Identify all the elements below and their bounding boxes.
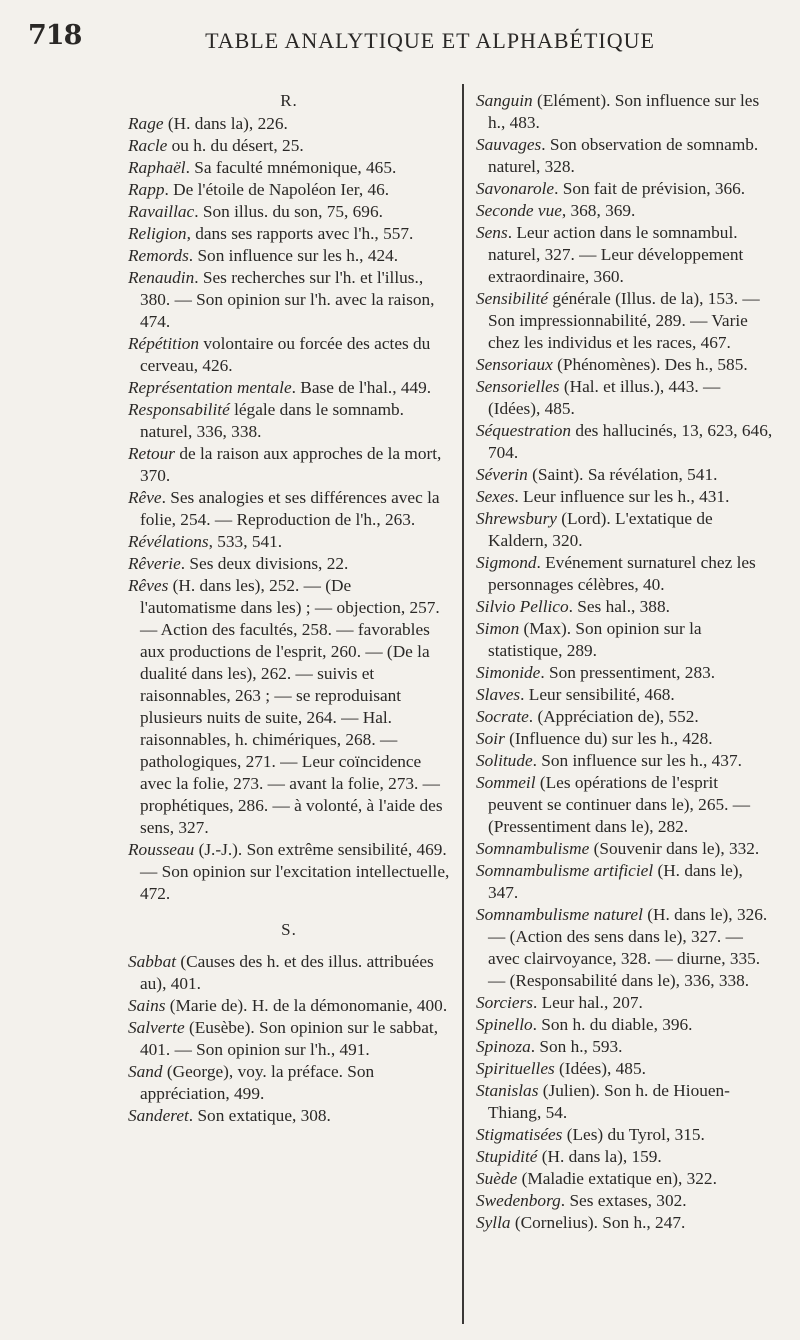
entry-term: Sensoriaux	[476, 355, 553, 374]
entry-text: . Ses hal., 388.	[568, 597, 670, 616]
index-entry	[476, 904, 776, 992]
index-entry	[476, 1014, 776, 1036]
index-entry	[476, 1036, 776, 1058]
index-entry	[128, 245, 450, 267]
index-entry	[476, 134, 776, 178]
entry-text: (Lord). L'extatique de Kaldern, 320.	[488, 509, 713, 550]
index-entry	[128, 157, 450, 179]
entry-text: ou h. du désert, 25.	[167, 136, 304, 155]
entry-term: Ravaillac	[128, 202, 195, 221]
index-entry	[128, 113, 450, 135]
entry-text: (Souvenir dans le), 332.	[589, 839, 760, 858]
entry-term: Suède	[476, 1169, 518, 1188]
entry-term: Raphaël	[128, 158, 186, 177]
entry-text: . Evénement surnaturel chez les personnages célèbres, 40.	[488, 553, 756, 594]
index-entry	[128, 135, 450, 157]
entry-text: . Son illus. du son, 75, 696.	[194, 202, 383, 221]
entry-term: Spinello	[476, 1015, 533, 1034]
entry-term: Renaudin	[128, 268, 195, 287]
entry-text: . Ses analogies et ses différences avec la folie, 254. — Reproduction de l'h., 263.	[140, 488, 440, 529]
entry-text: . Son h. du diable, 396.	[532, 1015, 693, 1034]
index-entry	[476, 1146, 776, 1168]
entry-term: Shrewsbury	[476, 509, 557, 528]
entry-term: Seconde vue	[476, 201, 562, 220]
entry-text: (H. dans la), 159.	[537, 1147, 662, 1166]
entry-term: Sensorielles	[476, 377, 560, 396]
entry-text: (Les) du Tyrol, 315.	[562, 1125, 705, 1144]
entry-term: Retour	[128, 444, 176, 463]
entry-text: . Son h., 593.	[530, 1037, 623, 1056]
entry-term: Rapp	[128, 180, 165, 199]
entries-r	[128, 113, 450, 905]
entry-term: Sensibilité	[476, 289, 548, 308]
index-entry	[476, 1212, 776, 1234]
entry-term: Sanderet	[128, 1106, 189, 1125]
index-entry	[476, 508, 776, 552]
entry-text: . Ses recherches sur l'h. et l'illus., 380. — Son opinion sur l'h. avec la raison, 474.	[140, 268, 435, 331]
entry-term: Remords	[128, 246, 189, 265]
index-entry	[476, 464, 776, 486]
entry-term: Sorciers	[476, 993, 533, 1012]
entry-text: . Ses extases, 302.	[560, 1191, 687, 1210]
entry-term: Rêves	[128, 576, 169, 595]
entry-term: Solitude	[476, 751, 533, 770]
entry-text: (Saint). Sa révélation, 541.	[527, 465, 718, 484]
index-entry	[476, 1080, 776, 1124]
index-entry	[128, 575, 450, 839]
entry-term: Représentation mentale	[128, 378, 292, 397]
entry-term: Simonide	[476, 663, 541, 682]
letter-heading-r: R.	[280, 91, 298, 110]
entry-text: (George), voy. la préface. Son appréciation, 499.	[140, 1062, 375, 1103]
entry-text: (H. dans les), 252. — (De l'automatisme dans les) ; — objection, 257. — Action des facultés, 258. — favorables aux productions de l'esprit, 260. — (De la dualité dans les), 262. — suivis et raisonnables, 263 ; — se reproduisant plusieurs nuits de suite, 264. — Hal. raisonnables, h. chimériques, 268. — pathologiques, 271. — Leur coïncidence avec la folie, 273. — avant la folie, 273. — prophétiques, 286. — à volonté, à l'aide des sens, 327.	[140, 576, 443, 837]
running-head: TABLE ANALYTIQUE ET ALPHABÉTIQUE	[205, 28, 655, 53]
index-entry	[128, 201, 450, 223]
entry-term: Simon	[476, 619, 520, 638]
index-entry	[476, 1168, 776, 1190]
index-entry	[476, 684, 776, 706]
index-entry	[476, 376, 776, 420]
entry-text: légale dans le somnamb. naturel, 336, 338.	[140, 400, 404, 441]
entry-term: Slaves	[476, 685, 521, 704]
entry-term: Swedenborg	[476, 1191, 561, 1210]
entry-term: Savonarole	[476, 179, 555, 198]
index-entry	[128, 223, 450, 245]
entry-text: (Influence du) sur les h., 428.	[504, 729, 713, 748]
entry-term: Sylla	[476, 1213, 511, 1232]
right-column	[476, 90, 776, 1234]
index-entry	[476, 860, 776, 904]
entry-text: , 533, 541.	[208, 532, 283, 551]
entry-text: générale (Illus. de la), 153. — Son impressionnabilité, 289. — Varie chez les individus et les races, 467.	[488, 289, 760, 352]
entry-term: Sanguin	[476, 91, 533, 110]
entry-text: . (Appréciation de), 552.	[528, 707, 699, 726]
entry-term: Spinoza	[476, 1037, 531, 1056]
index-entry	[476, 354, 776, 376]
entry-term: Sommeil	[476, 773, 536, 792]
entry-term: Spirituelles	[476, 1059, 555, 1078]
index-entry	[128, 995, 450, 1017]
entry-term: Sauvages	[476, 135, 542, 154]
index-entry	[128, 333, 450, 377]
entry-term: Somnambulisme naturel	[476, 905, 643, 924]
entry-text: (Max). Son opinion sur la statistique, 289.	[488, 619, 702, 660]
entry-term: Sigmond	[476, 553, 537, 572]
page-number: 718	[28, 20, 82, 51]
entry-text: (H. dans le), 326. — (Action des sens dans le), 327. — avec clairvoyance, 328. — diurne, 335. — (Responsabilité dans le), 336, 338.	[488, 905, 768, 990]
entry-text: . Base de l'hal., 449.	[291, 378, 432, 397]
entry-text: (Phénomènes). Des h., 585.	[552, 355, 748, 374]
entry-term: Sens	[476, 223, 508, 242]
entry-term: Séverin	[476, 465, 528, 484]
index-entry	[128, 1061, 450, 1105]
entry-text: (Elément). Son influence sur les h., 483.	[488, 91, 760, 132]
entry-text: (Maladie extatique en), 322.	[517, 1169, 717, 1188]
index-entry	[476, 420, 776, 464]
entry-text: . Leur hal., 207.	[532, 993, 643, 1012]
entry-term: Sand	[128, 1062, 163, 1081]
index-entry	[476, 486, 776, 508]
index-entry	[128, 399, 450, 443]
entry-text: , 368, 369.	[561, 201, 636, 220]
index-entry	[476, 750, 776, 772]
entry-term: Rage	[128, 114, 164, 133]
entry-term: Soir	[476, 729, 505, 748]
entry-text: (Idées), 485.	[554, 1059, 646, 1078]
index-entry	[128, 443, 450, 487]
entry-text: . Son influence sur les h., 437.	[532, 751, 742, 770]
entry-text: . Sa faculté mnémonique, 465.	[185, 158, 397, 177]
entry-text: . Leur influence sur les h., 431.	[514, 487, 730, 506]
left-column	[128, 90, 450, 1127]
entry-term: Stupidité	[476, 1147, 538, 1166]
entry-text: (Marie de). H. de la démonomanie, 400.	[165, 996, 448, 1015]
entry-text: . Son fait de prévision, 366.	[554, 179, 746, 198]
index-entry	[476, 288, 776, 354]
entry-text: (Julien). Son h. de Hiouen-Thiang, 54.	[488, 1081, 730, 1122]
index-entry	[476, 728, 776, 750]
entry-text: . Son observation de somnamb. naturel, 328.	[488, 135, 759, 176]
entry-term: Racle	[128, 136, 168, 155]
index-entry	[128, 553, 450, 575]
entry-term: Somnambulisme	[476, 839, 590, 858]
entry-text: (Hal. et illus.), 443. — (Idées), 485.	[488, 377, 721, 418]
entry-text: . De l'étoile de Napoléon Ier, 46.	[164, 180, 390, 199]
entry-term: Rousseau	[128, 840, 195, 859]
letter-heading-s: S.	[281, 920, 297, 939]
entry-term: Sabbat	[128, 952, 177, 971]
index-entry	[128, 839, 450, 905]
index-entry	[476, 1190, 776, 1212]
entry-term: Stanislas	[476, 1081, 539, 1100]
index-entry	[128, 179, 450, 201]
entry-term: Somnambulisme artificiel	[476, 861, 654, 880]
entry-term: Révélations	[128, 532, 209, 551]
index-entry	[476, 178, 776, 200]
index-entry	[476, 1124, 776, 1146]
entry-term: Responsabilité	[128, 400, 230, 419]
index-entry	[476, 992, 776, 1014]
entry-text: (H. dans la), 226.	[163, 114, 288, 133]
index-entry	[128, 377, 450, 399]
index-entry	[128, 487, 450, 531]
entry-term: Salverte	[128, 1018, 185, 1037]
index-entry	[476, 662, 776, 684]
entry-text: (J.-J.). Son extrême sensibilité, 469. — Son opinion sur l'excitation intellectuelle, 472.	[140, 840, 450, 903]
entry-text: (Cornelius). Son h., 247.	[510, 1213, 686, 1232]
index-entry	[476, 222, 776, 288]
index-entry	[476, 200, 776, 222]
index-entry	[128, 531, 450, 553]
index-entry	[476, 618, 776, 662]
entry-text: (Causes des h. et des illus. attribuées au), 401.	[140, 952, 434, 993]
entry-text: . Leur sensibilité, 468.	[520, 685, 675, 704]
entry-text: . Son influence sur les h., 424.	[188, 246, 399, 265]
index-entry	[476, 838, 776, 860]
entry-text: volontaire ou forcée des actes du cerveau, 426.	[140, 334, 431, 375]
entry-term: Séquestration	[476, 421, 572, 440]
entry-text: (Eusèbe). Son opinion sur le sabbat, 401. — Son opinion sur l'h., 491.	[140, 1018, 439, 1059]
entry-text: , dans ses rapports avec l'h., 557.	[186, 224, 414, 243]
entries-s-left	[128, 951, 450, 1127]
entry-term: Silvio Pellico	[476, 597, 569, 616]
entry-term: Répétition	[128, 334, 200, 353]
index-entry	[128, 267, 450, 333]
entry-term: Rêverie	[128, 554, 181, 573]
entry-text: . Son pressentiment, 283.	[540, 663, 716, 682]
index-entry	[128, 1017, 450, 1061]
index-entry	[476, 1058, 776, 1080]
entry-term: Sains	[128, 996, 166, 1015]
entry-term: Religion	[128, 224, 187, 243]
entry-text: de la raison aux approches de la mort, 370.	[140, 444, 442, 485]
index-entry	[476, 90, 776, 134]
entry-text: des hallucinés, 13, 623, 646, 704.	[488, 421, 773, 462]
entry-term: Stigmatisées	[476, 1125, 563, 1144]
index-entry	[476, 596, 776, 618]
index-entry	[128, 951, 450, 995]
column-divider	[462, 84, 464, 1324]
index-entry	[128, 1105, 450, 1127]
entry-term: Socrate	[476, 707, 529, 726]
entry-text: . Son extatique, 308.	[188, 1106, 331, 1125]
index-entry	[476, 552, 776, 596]
index-entry	[476, 772, 776, 838]
entry-text: . Leur action dans le somnambul. naturel, 327. — Leur développement extraordinaire, 360.	[488, 223, 744, 286]
entries-s-right	[476, 90, 776, 1234]
entry-text: (H. dans le), 347.	[488, 861, 743, 902]
entry-term: Sexes	[476, 487, 515, 506]
index-entry	[476, 706, 776, 728]
entry-text: . Ses deux divisions, 22.	[180, 554, 349, 573]
entry-term: Rêve	[128, 488, 162, 507]
entry-text: (Les opérations de l'esprit peuvent se continuer dans le), 265. — (Pressentiment dans le), 282.	[488, 773, 751, 836]
